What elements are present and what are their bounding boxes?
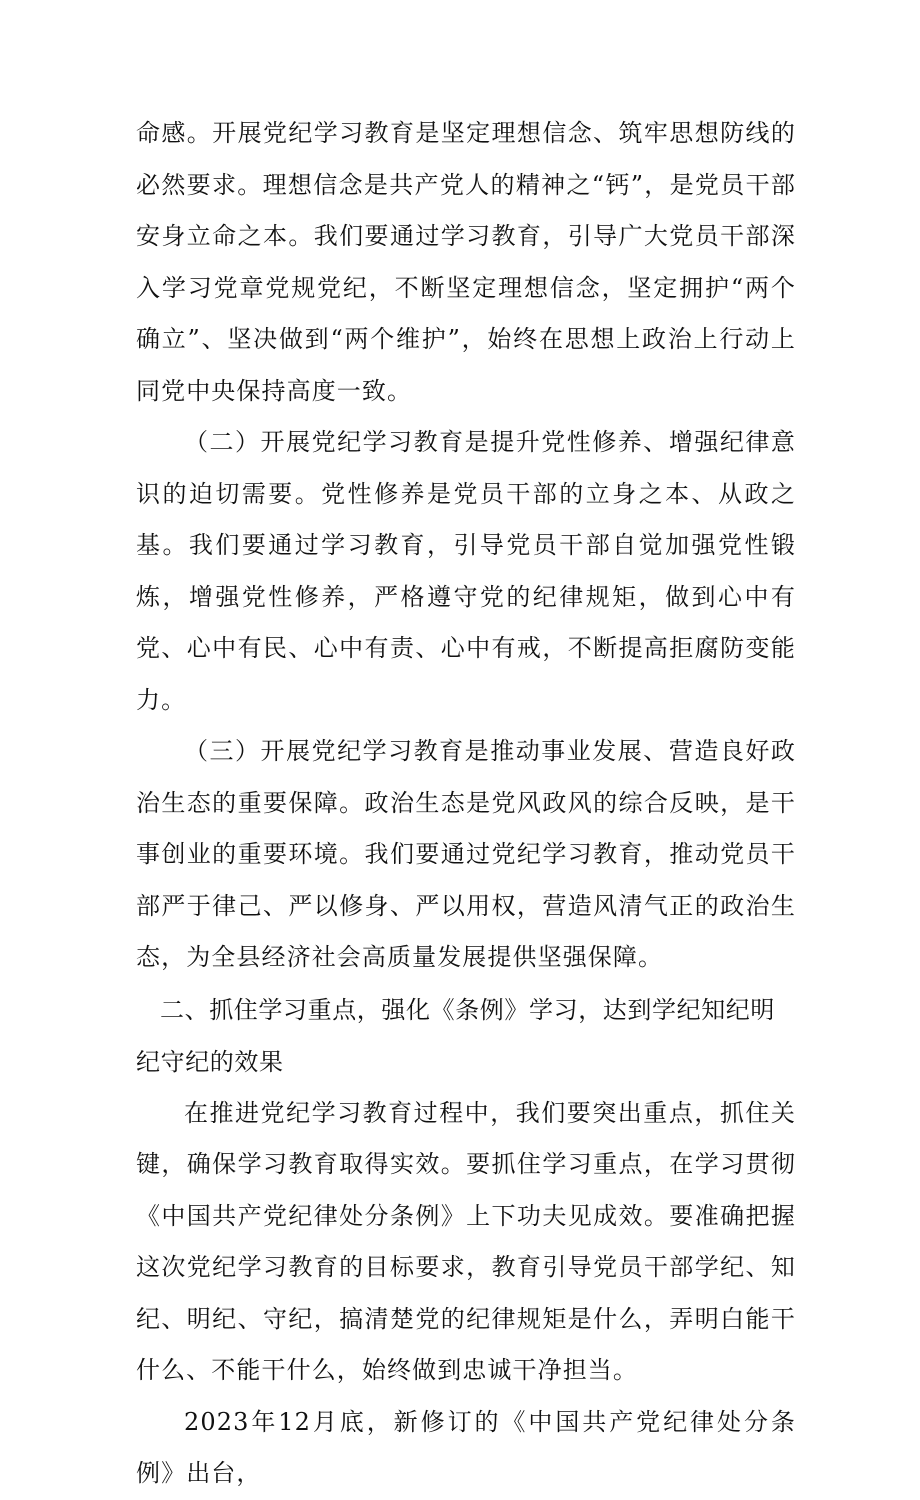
section-heading: 二、抓住学习重点，强化《条例》学习，达到学纪知纪明纪守纪的效果: [136, 995, 775, 1076]
paragraph-section-2: （二）开展党纪学习教育是提升党性修养、增强纪律意识的迫切需要。党性修养是党员干部的立身之本、从政之基。我们要通过学习教育，引导党员干部自觉加强党性锻炼，增强党性修养，严格遵守党的纪律规矩，做到心中有党、心中有民、心中有责、心中有戒，不断提高拒腐防变能力。: [136, 428, 796, 714]
document-body: [136, 108, 796, 1500]
paragraph-continuation: 命感。开展党纪学习教育是坚定理想信念、筑牢思想防线的必然要求。理想信念是共产党人的精神之“钙”，是党员干部安身立命之本。我们要通过学习教育，引导广大党员干部深入学习党章党规党纪，不断坚定理想信念，坚定拥护“两个确立”、坚决做到“两个维护”，始终在思想上政治上行动上同党中央保持高度一致。: [136, 119, 796, 405]
paragraph-section-3: （三）开展党纪学习教育是推动事业发展、营造良好政治生态的重要保障。政治生态是党风政风的综合反映，是干事创业的重要环境。我们要通过党纪学习教育，推动党员干部严于律己、严以修身、严以用权，营造风清气正的政治生态，为全县经济社会高质量发展提供坚强保障。: [136, 737, 796, 971]
paragraph-regulation-intro: 2023年12月底，新修订的《中国共产党纪律处分条例》出台，: [136, 1407, 796, 1487]
paragraph-study-focus: 在推进党纪学习教育过程中，我们要突出重点，抓住关键，确保学习教育取得实效。要抓住学习重点，在学习贯彻《中国共产党纪律处分条例》上下功夫见成效。要准确把握这次党纪学习教育的目标要求，教育引导党员干部学纪、知纪、明纪、守纪，搞清楚党的纪律规矩是什么，弄明白能干什么、不能干什么，始终做到忠诚干净担当。: [136, 1098, 796, 1384]
